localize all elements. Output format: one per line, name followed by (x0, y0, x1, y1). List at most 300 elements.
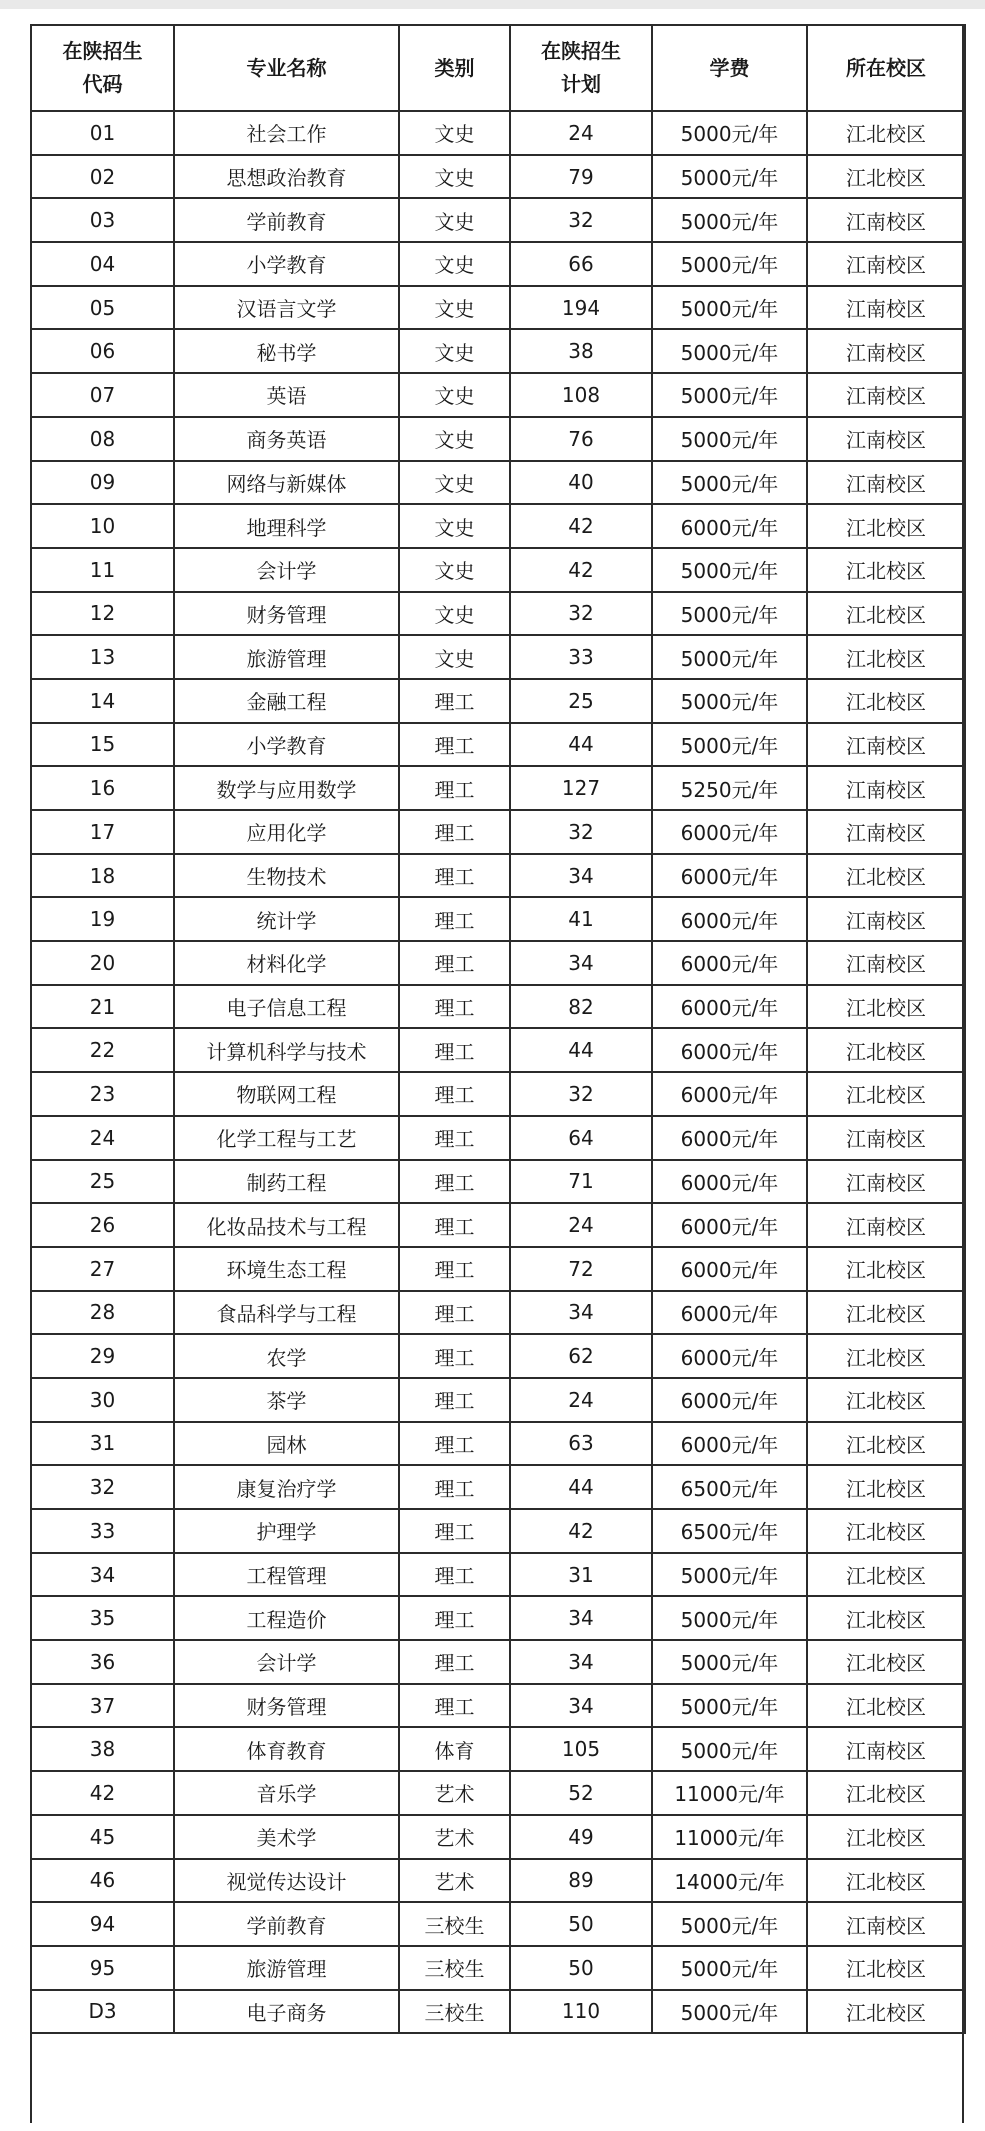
cell-plan: 76 (510, 417, 652, 461)
table-row (31, 679, 965, 723)
cell-code: 09 (31, 461, 174, 505)
cell-category: 文史 (399, 155, 510, 199)
table-row (31, 1815, 965, 1859)
table-row (31, 1553, 965, 1597)
table-row (31, 1902, 965, 1946)
cell-tuition: 5000元/年 (652, 635, 807, 679)
header-tuition: 学费 (652, 25, 807, 111)
cell-campus: 江南校区 (807, 810, 965, 854)
cell-campus: 江北校区 (807, 1815, 965, 1859)
cell-major: 统计学 (174, 897, 399, 941)
cell-category: 理工 (399, 897, 510, 941)
table-row (31, 1422, 965, 1466)
cell-major: 网络与新媒体 (174, 461, 399, 505)
cell-campus: 江北校区 (807, 1596, 965, 1640)
cell-plan: 25 (510, 679, 652, 723)
cell-tuition: 5000元/年 (652, 1640, 807, 1684)
table-row (31, 286, 965, 330)
cell-tuition: 5000元/年 (652, 548, 807, 592)
cell-plan: 52 (510, 1771, 652, 1815)
cell-code: 14 (31, 679, 174, 723)
cell-plan: 42 (510, 504, 652, 548)
table-row (31, 242, 965, 286)
cell-tuition: 5000元/年 (652, 417, 807, 461)
cell-plan: 62 (510, 1334, 652, 1378)
cell-major: 康复治疗学 (174, 1465, 399, 1509)
cell-tuition: 5000元/年 (652, 286, 807, 330)
cell-category: 体育 (399, 1727, 510, 1771)
cell-code: 12 (31, 592, 174, 636)
cell-code: 02 (31, 155, 174, 199)
table-row (31, 1160, 965, 1204)
table-row (31, 198, 965, 242)
cell-plan: 194 (510, 286, 652, 330)
cell-code: 37 (31, 1684, 174, 1728)
cell-major: 工程造价 (174, 1596, 399, 1640)
cell-category: 理工 (399, 1160, 510, 1204)
cell-category: 理工 (399, 1553, 510, 1597)
cell-code: 10 (31, 504, 174, 548)
table-row (31, 1291, 965, 1335)
cell-major: 农学 (174, 1334, 399, 1378)
table-row (31, 548, 965, 592)
cell-category: 理工 (399, 1334, 510, 1378)
table-row (31, 461, 965, 505)
cell-campus: 江南校区 (807, 941, 965, 985)
cell-tuition: 6000元/年 (652, 941, 807, 985)
cell-campus: 江南校区 (807, 286, 965, 330)
cell-code: 03 (31, 198, 174, 242)
cell-tuition: 5250元/年 (652, 766, 807, 810)
cell-code: 24 (31, 1116, 174, 1160)
table-row (31, 329, 965, 373)
cell-code: 01 (31, 111, 174, 155)
table-row (31, 1509, 965, 1553)
cell-plan: 64 (510, 1116, 652, 1160)
cell-campus: 江南校区 (807, 417, 965, 461)
cell-campus: 江南校区 (807, 242, 965, 286)
cell-tuition: 6000元/年 (652, 504, 807, 548)
cell-plan: 24 (510, 1203, 652, 1247)
cell-plan: 34 (510, 854, 652, 898)
cell-campus: 江南校区 (807, 1160, 965, 1204)
cell-tuition: 6500元/年 (652, 1465, 807, 1509)
cell-code: 31 (31, 1422, 174, 1466)
table-row (31, 766, 965, 810)
cell-tuition: 6000元/年 (652, 810, 807, 854)
cell-major: 物联网工程 (174, 1072, 399, 1116)
cell-tuition: 5000元/年 (652, 242, 807, 286)
cell-major: 环境生态工程 (174, 1247, 399, 1291)
cell-category: 文史 (399, 461, 510, 505)
cell-campus: 江北校区 (807, 1640, 965, 1684)
cell-major: 体育教育 (174, 1727, 399, 1771)
cell-campus: 江北校区 (807, 1334, 965, 1378)
cell-category: 理工 (399, 1203, 510, 1247)
table-row (31, 504, 965, 548)
cell-campus: 江南校区 (807, 766, 965, 810)
table-row (31, 373, 965, 417)
cell-code: 15 (31, 723, 174, 767)
table-row (31, 1946, 965, 1990)
cell-major: 化学工程与工艺 (174, 1116, 399, 1160)
header-plan (510, 25, 652, 111)
cell-code: 45 (31, 1815, 174, 1859)
cell-category: 艺术 (399, 1815, 510, 1859)
cell-code: 18 (31, 854, 174, 898)
cell-campus: 江北校区 (807, 985, 965, 1029)
cell-tuition: 14000元/年 (652, 1859, 807, 1903)
cell-tuition: 5000元/年 (652, 1684, 807, 1728)
cell-code: 04 (31, 242, 174, 286)
cell-tuition: 5000元/年 (652, 329, 807, 373)
cell-tuition: 11000元/年 (652, 1815, 807, 1859)
cell-category: 文史 (399, 198, 510, 242)
table-row (31, 1596, 965, 1640)
cell-code: 20 (31, 941, 174, 985)
table-row (31, 635, 965, 679)
cell-tuition: 5000元/年 (652, 1990, 807, 2034)
cell-major: 茶学 (174, 1378, 399, 1422)
cell-code: 08 (31, 417, 174, 461)
cell-plan: 32 (510, 198, 652, 242)
cell-campus: 江南校区 (807, 723, 965, 767)
cell-category: 理工 (399, 1684, 510, 1728)
cell-major: 电子商务 (174, 1990, 399, 2034)
cell-code: 29 (31, 1334, 174, 1378)
cell-tuition: 6000元/年 (652, 854, 807, 898)
cell-tuition: 6000元/年 (652, 985, 807, 1029)
cell-campus: 江北校区 (807, 504, 965, 548)
cell-plan: 108 (510, 373, 652, 417)
cell-category: 理工 (399, 1640, 510, 1684)
admission-table (30, 24, 966, 2034)
cell-major: 小学教育 (174, 242, 399, 286)
cell-plan: 50 (510, 1902, 652, 1946)
cell-code: 28 (31, 1291, 174, 1335)
cell-tuition: 6000元/年 (652, 1422, 807, 1466)
table-row (31, 1727, 965, 1771)
cell-campus: 江南校区 (807, 461, 965, 505)
cell-campus: 江南校区 (807, 329, 965, 373)
cell-plan: 71 (510, 1160, 652, 1204)
cell-category: 理工 (399, 1247, 510, 1291)
table-row (31, 1028, 965, 1072)
cell-tuition: 5000元/年 (652, 592, 807, 636)
table-row (31, 1116, 965, 1160)
cell-campus: 江北校区 (807, 1509, 965, 1553)
cell-campus: 江北校区 (807, 1771, 965, 1815)
cell-code: 36 (31, 1640, 174, 1684)
cell-category: 理工 (399, 1422, 510, 1466)
cell-major: 制药工程 (174, 1160, 399, 1204)
cell-tuition: 6000元/年 (652, 1072, 807, 1116)
cell-campus: 江北校区 (807, 1553, 965, 1597)
cell-tuition: 6000元/年 (652, 1116, 807, 1160)
cell-major: 商务英语 (174, 417, 399, 461)
cell-code: 19 (31, 897, 174, 941)
cell-plan: 33 (510, 635, 652, 679)
cell-category: 艺术 (399, 1771, 510, 1815)
cell-code: 07 (31, 373, 174, 417)
cell-major: 秘书学 (174, 329, 399, 373)
cell-campus: 江北校区 (807, 1378, 965, 1422)
cell-category: 理工 (399, 985, 510, 1029)
cell-major: 地理科学 (174, 504, 399, 548)
cell-code: 13 (31, 635, 174, 679)
cell-tuition: 6500元/年 (652, 1509, 807, 1553)
cell-major: 金融工程 (174, 679, 399, 723)
cell-tuition: 5000元/年 (652, 373, 807, 417)
cell-plan: 42 (510, 1509, 652, 1553)
table-row (31, 1072, 965, 1116)
cell-code: 25 (31, 1160, 174, 1204)
cell-major: 材料化学 (174, 941, 399, 985)
cell-code: 21 (31, 985, 174, 1029)
table-row (31, 417, 965, 461)
cell-plan: 44 (510, 1028, 652, 1072)
cell-campus: 江南校区 (807, 1116, 965, 1160)
cell-major: 电子信息工程 (174, 985, 399, 1029)
cell-campus: 江北校区 (807, 1291, 965, 1335)
cell-category: 理工 (399, 1291, 510, 1335)
table-row (31, 723, 965, 767)
cell-major: 旅游管理 (174, 635, 399, 679)
cell-campus: 江北校区 (807, 635, 965, 679)
cell-code: 11 (31, 548, 174, 592)
cell-plan: 79 (510, 155, 652, 199)
cell-tuition: 5000元/年 (652, 1596, 807, 1640)
cell-tuition: 6000元/年 (652, 897, 807, 941)
cell-campus: 江北校区 (807, 1946, 965, 1990)
cell-code: 16 (31, 766, 174, 810)
cell-major: 旅游管理 (174, 1946, 399, 1990)
cell-category: 文史 (399, 548, 510, 592)
cell-campus: 江北校区 (807, 1859, 965, 1903)
cell-code: 35 (31, 1596, 174, 1640)
cell-category: 理工 (399, 854, 510, 898)
cell-campus: 江北校区 (807, 679, 965, 723)
cell-campus: 江北校区 (807, 1028, 965, 1072)
cell-plan: 44 (510, 723, 652, 767)
cell-tuition: 5000元/年 (652, 1946, 807, 1990)
cell-campus: 江北校区 (807, 548, 965, 592)
cell-major: 化妆品技术与工程 (174, 1203, 399, 1247)
table-row (31, 1684, 965, 1728)
cell-category: 文史 (399, 592, 510, 636)
cell-category: 三校生 (399, 1902, 510, 1946)
table-header (31, 25, 965, 111)
cell-plan: 40 (510, 461, 652, 505)
cell-code: D3 (31, 1990, 174, 2034)
cell-category: 文史 (399, 329, 510, 373)
cell-campus: 江北校区 (807, 592, 965, 636)
cell-plan: 38 (510, 329, 652, 373)
cell-major: 英语 (174, 373, 399, 417)
cell-major: 会计学 (174, 548, 399, 592)
cell-campus: 江南校区 (807, 1727, 965, 1771)
header-category: 类别 (399, 25, 510, 111)
cell-plan: 32 (510, 592, 652, 636)
cell-category: 理工 (399, 1509, 510, 1553)
table-row (31, 592, 965, 636)
cell-major: 园林 (174, 1422, 399, 1466)
cell-category: 文史 (399, 286, 510, 330)
cell-plan: 49 (510, 1815, 652, 1859)
table-row (31, 1247, 965, 1291)
cell-campus: 江北校区 (807, 1465, 965, 1509)
cell-plan: 41 (510, 897, 652, 941)
cell-campus: 江北校区 (807, 1247, 965, 1291)
cell-tuition: 5000元/年 (652, 723, 807, 767)
cell-tuition: 6000元/年 (652, 1334, 807, 1378)
cell-tuition: 6000元/年 (652, 1203, 807, 1247)
top-strip (0, 0, 985, 9)
cell-tuition: 6000元/年 (652, 1028, 807, 1072)
table-row (31, 1465, 965, 1509)
cell-plan: 24 (510, 111, 652, 155)
cell-category: 理工 (399, 1028, 510, 1072)
cell-plan: 44 (510, 1465, 652, 1509)
cell-category: 理工 (399, 1116, 510, 1160)
table-row (31, 155, 965, 199)
table-row (31, 1640, 965, 1684)
cell-category: 文史 (399, 504, 510, 548)
cell-plan: 50 (510, 1946, 652, 1990)
cell-tuition: 5000元/年 (652, 1727, 807, 1771)
cell-plan: 42 (510, 548, 652, 592)
table-row (31, 941, 965, 985)
cell-code: 26 (31, 1203, 174, 1247)
cell-category: 理工 (399, 1072, 510, 1116)
cell-plan: 72 (510, 1247, 652, 1291)
cell-plan: 32 (510, 810, 652, 854)
cell-campus: 江北校区 (807, 1422, 965, 1466)
cell-major: 学前教育 (174, 198, 399, 242)
cell-tuition: 6000元/年 (652, 1160, 807, 1204)
cell-category: 理工 (399, 723, 510, 767)
header-code-line-2: 代码 (82, 72, 123, 96)
cell-tuition: 5000元/年 (652, 155, 807, 199)
cell-code: 38 (31, 1727, 174, 1771)
cell-category: 理工 (399, 766, 510, 810)
cell-tuition: 5000元/年 (652, 111, 807, 155)
table-row (31, 1203, 965, 1247)
cell-major: 食品科学与工程 (174, 1291, 399, 1335)
cell-plan: 34 (510, 1640, 652, 1684)
cell-major: 音乐学 (174, 1771, 399, 1815)
cell-tuition: 6000元/年 (652, 1378, 807, 1422)
cell-campus: 江南校区 (807, 897, 965, 941)
cell-plan: 31 (510, 1553, 652, 1597)
cell-code: 05 (31, 286, 174, 330)
table-row (31, 1990, 965, 2034)
cell-tuition: 6000元/年 (652, 1247, 807, 1291)
cell-plan: 32 (510, 1072, 652, 1116)
table-row (31, 810, 965, 854)
header-major: 专业名称 (174, 25, 399, 111)
cell-major: 视觉传达设计 (174, 1859, 399, 1903)
table-row (31, 1771, 965, 1815)
header-plan-line-2: 计划 (561, 72, 601, 96)
cell-tuition: 11000元/年 (652, 1771, 807, 1815)
cell-major: 工程管理 (174, 1553, 399, 1597)
cell-campus: 江北校区 (807, 1684, 965, 1728)
cell-category: 理工 (399, 1465, 510, 1509)
cell-category: 理工 (399, 679, 510, 723)
cell-plan: 63 (510, 1422, 652, 1466)
table-row (31, 854, 965, 898)
cell-major: 财务管理 (174, 592, 399, 636)
cell-code: 46 (31, 1859, 174, 1903)
cell-code: 94 (31, 1902, 174, 1946)
cell-code: 30 (31, 1378, 174, 1422)
cell-plan: 127 (510, 766, 652, 810)
table-row (31, 1859, 965, 1903)
cell-code: 95 (31, 1946, 174, 1990)
cell-category: 三校生 (399, 1946, 510, 1990)
cell-code: 34 (31, 1553, 174, 1597)
cell-code: 23 (31, 1072, 174, 1116)
cell-category: 文史 (399, 635, 510, 679)
header-code (31, 25, 174, 111)
cell-category: 文史 (399, 242, 510, 286)
cell-campus: 江南校区 (807, 1203, 965, 1247)
cell-code: 32 (31, 1465, 174, 1509)
table-body (31, 111, 965, 2033)
cell-tuition: 5000元/年 (652, 679, 807, 723)
cell-plan: 34 (510, 1596, 652, 1640)
cell-code: 33 (31, 1509, 174, 1553)
cell-category: 理工 (399, 941, 510, 985)
cell-plan: 34 (510, 1684, 652, 1728)
cell-major: 汉语言文学 (174, 286, 399, 330)
table-row (31, 111, 965, 155)
cell-tuition: 6000元/年 (652, 1291, 807, 1335)
cell-category: 文史 (399, 373, 510, 417)
cell-campus: 江北校区 (807, 1990, 965, 2034)
cell-plan: 34 (510, 941, 652, 985)
cell-category: 三校生 (399, 1990, 510, 2034)
cell-major: 小学教育 (174, 723, 399, 767)
cell-category: 理工 (399, 1596, 510, 1640)
cell-plan: 34 (510, 1291, 652, 1335)
cell-campus: 江北校区 (807, 111, 965, 155)
cell-major: 会计学 (174, 1640, 399, 1684)
cell-major: 护理学 (174, 1509, 399, 1553)
cell-code: 42 (31, 1771, 174, 1815)
cell-campus: 江北校区 (807, 1072, 965, 1116)
cell-major: 财务管理 (174, 1684, 399, 1728)
table-row (31, 1334, 965, 1378)
cell-tuition: 5000元/年 (652, 1902, 807, 1946)
cell-category: 理工 (399, 810, 510, 854)
cell-plan: 82 (510, 985, 652, 1029)
cell-plan: 105 (510, 1727, 652, 1771)
cell-major: 学前教育 (174, 1902, 399, 1946)
table-row (31, 897, 965, 941)
cell-campus: 江南校区 (807, 373, 965, 417)
header-row (31, 25, 965, 111)
cell-tuition: 5000元/年 (652, 1553, 807, 1597)
cell-category: 文史 (399, 417, 510, 461)
cell-plan: 66 (510, 242, 652, 286)
cell-plan: 89 (510, 1859, 652, 1903)
cell-code: 06 (31, 329, 174, 373)
table-row (31, 985, 965, 1029)
cell-category: 文史 (399, 111, 510, 155)
cell-campus: 江北校区 (807, 155, 965, 199)
